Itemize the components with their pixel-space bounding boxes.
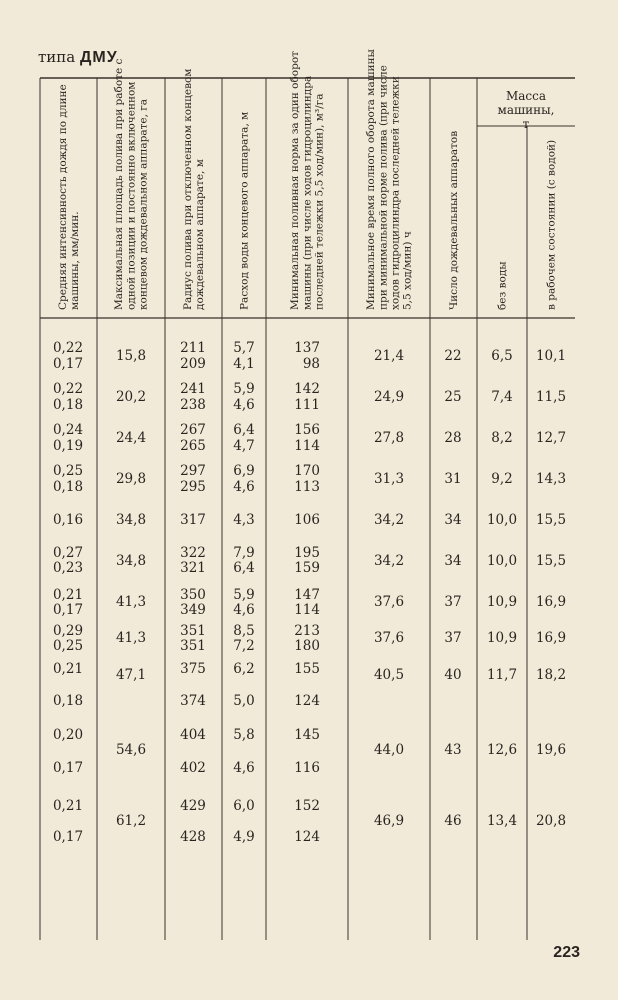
table-cell: 321 (180, 560, 206, 576)
table-cell: 238 (180, 397, 206, 413)
table-cell: 0,21 (52, 798, 84, 814)
table-cell: 317 (180, 512, 206, 528)
table-cell: 21,4 (373, 348, 405, 364)
table-cell: 13,4 (486, 813, 518, 829)
table-cell: 170 (294, 463, 320, 479)
table-cell: 12,6 (486, 742, 518, 758)
table-cell: 295 (180, 479, 206, 495)
table-cell: 41,3 (115, 630, 147, 646)
table-cell: 10,9 (486, 594, 518, 610)
table-cell: 106 (294, 512, 320, 528)
table-cell: 10,1 (535, 348, 567, 364)
table-cell: 40 (444, 667, 462, 683)
table-cell: 10,9 (486, 630, 518, 646)
column-header-line: Минимальное время полного оборота машины (365, 49, 378, 310)
table-cell: 34,2 (373, 512, 405, 528)
table-cell: 0,29 (52, 623, 84, 639)
mass-group-header: Масса машины, т (497, 89, 555, 131)
table-cell: 0,17 (52, 356, 84, 372)
table-cell: 428 (180, 829, 206, 845)
table-cell: 28 (444, 430, 462, 446)
table-cell: 34,2 (373, 553, 405, 569)
table-cell: 351 (180, 623, 206, 639)
table-cell: 0,18 (52, 397, 84, 413)
table-cell: 116 (294, 760, 320, 776)
table-cell: 4,6 (233, 602, 255, 618)
table-cell: 10,0 (486, 512, 518, 528)
table-cell: 429 (180, 798, 206, 814)
table-cell: 0,27 (52, 545, 84, 561)
table-cell: 34 (444, 512, 462, 528)
table-cell: 54,6 (115, 742, 147, 758)
table-cell: 267 (180, 422, 206, 438)
table-cell: 4,6 (233, 479, 255, 495)
table-cell: 6,9 (233, 463, 255, 479)
table-cell: 24,4 (115, 430, 147, 446)
table-cell: 6,0 (233, 798, 255, 814)
table-cell: 375 (180, 661, 206, 677)
table-cell: 0,18 (52, 479, 84, 495)
table-cell: 4,1 (233, 356, 255, 372)
table-cell: 0,21 (52, 587, 84, 603)
column-header-line: Максимальная площадь полива при работе с (113, 58, 126, 310)
table-cell: 350 (180, 587, 206, 603)
table-cell: 0,21 (52, 661, 84, 677)
table-cell: 31,3 (373, 471, 405, 487)
column-header-line: машины, мм/мин. (69, 211, 82, 310)
table-cell: 19,6 (535, 742, 567, 758)
table-cell: 0,20 (52, 727, 84, 743)
table-cell: 6,4 (233, 560, 255, 576)
table-cell: 351 (180, 638, 206, 654)
table-cell: 37 (444, 594, 462, 610)
table-cell: 374 (180, 693, 206, 709)
table-cell: 114 (294, 602, 320, 618)
table-cell: 142 (294, 381, 320, 397)
table-cell: 0,17 (52, 829, 84, 845)
table-cell: 402 (180, 760, 206, 776)
table-cell: 265 (180, 438, 206, 454)
table-cell: 5,9 (233, 381, 255, 397)
table-cell: 41,3 (115, 594, 147, 610)
table-cell: 15,5 (535, 553, 567, 569)
table-cell: 137 (294, 340, 320, 356)
column-header-line: Радиус полива при отключенном концевом (181, 68, 194, 310)
table-cell: 322 (180, 545, 206, 561)
table-cell: 0,16 (52, 512, 84, 528)
column-header-line: Минимальная поливная норма за один оборот (289, 51, 302, 310)
table-cell: 27,8 (373, 430, 405, 446)
table-cell: 0,23 (52, 560, 84, 576)
table-cell: 5,9 (233, 587, 255, 603)
column-header-line: ходов гидроцилиндра последней тележки (389, 76, 402, 310)
table-cell: 43 (444, 742, 462, 758)
table-cell: 0,19 (52, 438, 84, 454)
table-cell: 4,9 (233, 829, 255, 845)
table-cell: 14,3 (535, 471, 567, 487)
table-cell: 61,2 (115, 813, 147, 829)
table-cell: 24,9 (373, 389, 405, 405)
table-cell: 15,8 (115, 348, 147, 364)
table-cell: 29,8 (115, 471, 147, 487)
table-cell: 145 (294, 727, 320, 743)
page-number: 223 (553, 944, 580, 961)
table-cell: 9,2 (491, 471, 513, 487)
table-cell: 6,5 (491, 348, 513, 364)
table-cell: 8,5 (233, 623, 255, 639)
column-header-line: Средняя интенсивность дождя по длине (56, 84, 69, 310)
column-header-line: при минимальной норме полива (при числе (377, 65, 390, 310)
table-cell: 0,22 (52, 381, 84, 397)
column-header-line: 5,5 ход/мин) ч (401, 231, 414, 310)
table-cell: 6,2 (233, 661, 255, 677)
table-cell: 0,22 (52, 340, 84, 356)
column-header-line: концевом дождевальном аппарате, га (137, 98, 150, 310)
table-cell: 5,8 (233, 727, 255, 743)
table-cell: 195 (294, 545, 320, 561)
table-cell: 159 (294, 560, 320, 576)
table-cell: 241 (180, 381, 206, 397)
table-cell: 180 (294, 638, 320, 654)
table-cell: 44,0 (373, 742, 405, 758)
column-header-line: Число дождевальных аппаратов (447, 130, 460, 310)
column-header-line: Расход воды концевого аппарата, м (238, 111, 251, 310)
table-cell: 6,4 (233, 422, 255, 438)
table-cell: 11,5 (535, 389, 567, 405)
table-cell: 16,9 (535, 594, 567, 610)
table-cell: 46 (444, 813, 462, 829)
table-cell: 297 (180, 463, 206, 479)
table-cell: 20,8 (535, 813, 567, 829)
table-cell: 37,6 (373, 594, 405, 610)
table-cell: 7,4 (491, 389, 513, 405)
table-cell: 0,25 (52, 463, 84, 479)
table-cell: 213 (294, 623, 320, 639)
table-cell: 16,9 (535, 630, 567, 646)
caption-model: ДМУ (80, 49, 118, 66)
table-cell: 4,6 (233, 397, 255, 413)
column-header-line: без воды (496, 261, 509, 310)
table-cell: 124 (294, 693, 320, 709)
table-cell: 4,7 (233, 438, 255, 454)
table-cell: 22 (444, 348, 462, 364)
table-cell: 18,2 (535, 667, 567, 683)
table-cell: 5,0 (233, 693, 255, 709)
table-cell: 7,2 (233, 638, 255, 654)
column-header-line: машины (при числе ходов гидроцилиндра (301, 75, 314, 310)
table-cell: 155 (294, 661, 320, 677)
table-cell: 20,2 (115, 389, 147, 405)
table-cell: 209 (180, 356, 206, 372)
column-header-line: в рабочем состоянии (с водой) (545, 139, 558, 310)
column-header-line: одной позиции и постоянно включенном (125, 81, 138, 310)
table-cell: 124 (294, 829, 320, 845)
table-cell: 114 (294, 438, 320, 454)
table-cell: 31 (444, 471, 462, 487)
table-cell: 0,25 (52, 638, 84, 654)
table-cell: 211 (180, 340, 206, 356)
table-cell: 37,6 (373, 630, 405, 646)
table-cell: 7,9 (233, 545, 255, 561)
table-cell: 34,8 (115, 553, 147, 569)
table-cell: 25 (444, 389, 462, 405)
table-cell: 10,0 (486, 553, 518, 569)
table-cell: 0,17 (52, 760, 84, 776)
table-cell: 40,5 (373, 667, 405, 683)
table-cell: 12,7 (535, 430, 567, 446)
table-cell: 15,5 (535, 512, 567, 528)
table-cell: 0,17 (52, 602, 84, 618)
table-cell: 34 (444, 553, 462, 569)
table-cell: 0,18 (52, 693, 84, 709)
column-header-line: последней тележки 5,5 ход/мин), м³/га (313, 93, 326, 310)
caption-prefix: типа (38, 48, 76, 66)
table-cell: 5,7 (233, 340, 255, 356)
table-cell: 4,6 (233, 760, 255, 776)
table-cell: 98 (302, 356, 320, 372)
table-cell: 349 (180, 602, 206, 618)
table-cell: 37 (444, 630, 462, 646)
table-cell: 404 (180, 727, 206, 743)
table-cell: 46,9 (373, 813, 405, 829)
table-cell: 11,7 (486, 667, 518, 683)
table-cell: 156 (294, 422, 320, 438)
table-cell: 4,3 (233, 512, 255, 528)
table-cell: 113 (294, 479, 320, 495)
table-cell: 8,2 (491, 430, 513, 446)
table-cell: 111 (294, 397, 320, 413)
table-cell: 147 (294, 587, 320, 603)
table-cell: 47,1 (115, 667, 147, 683)
table-cell: 34,8 (115, 512, 147, 528)
column-header-line: дождевальном аппарате, м (194, 159, 207, 310)
table-cell: 0,24 (52, 422, 84, 438)
table-cell: 152 (294, 798, 320, 814)
